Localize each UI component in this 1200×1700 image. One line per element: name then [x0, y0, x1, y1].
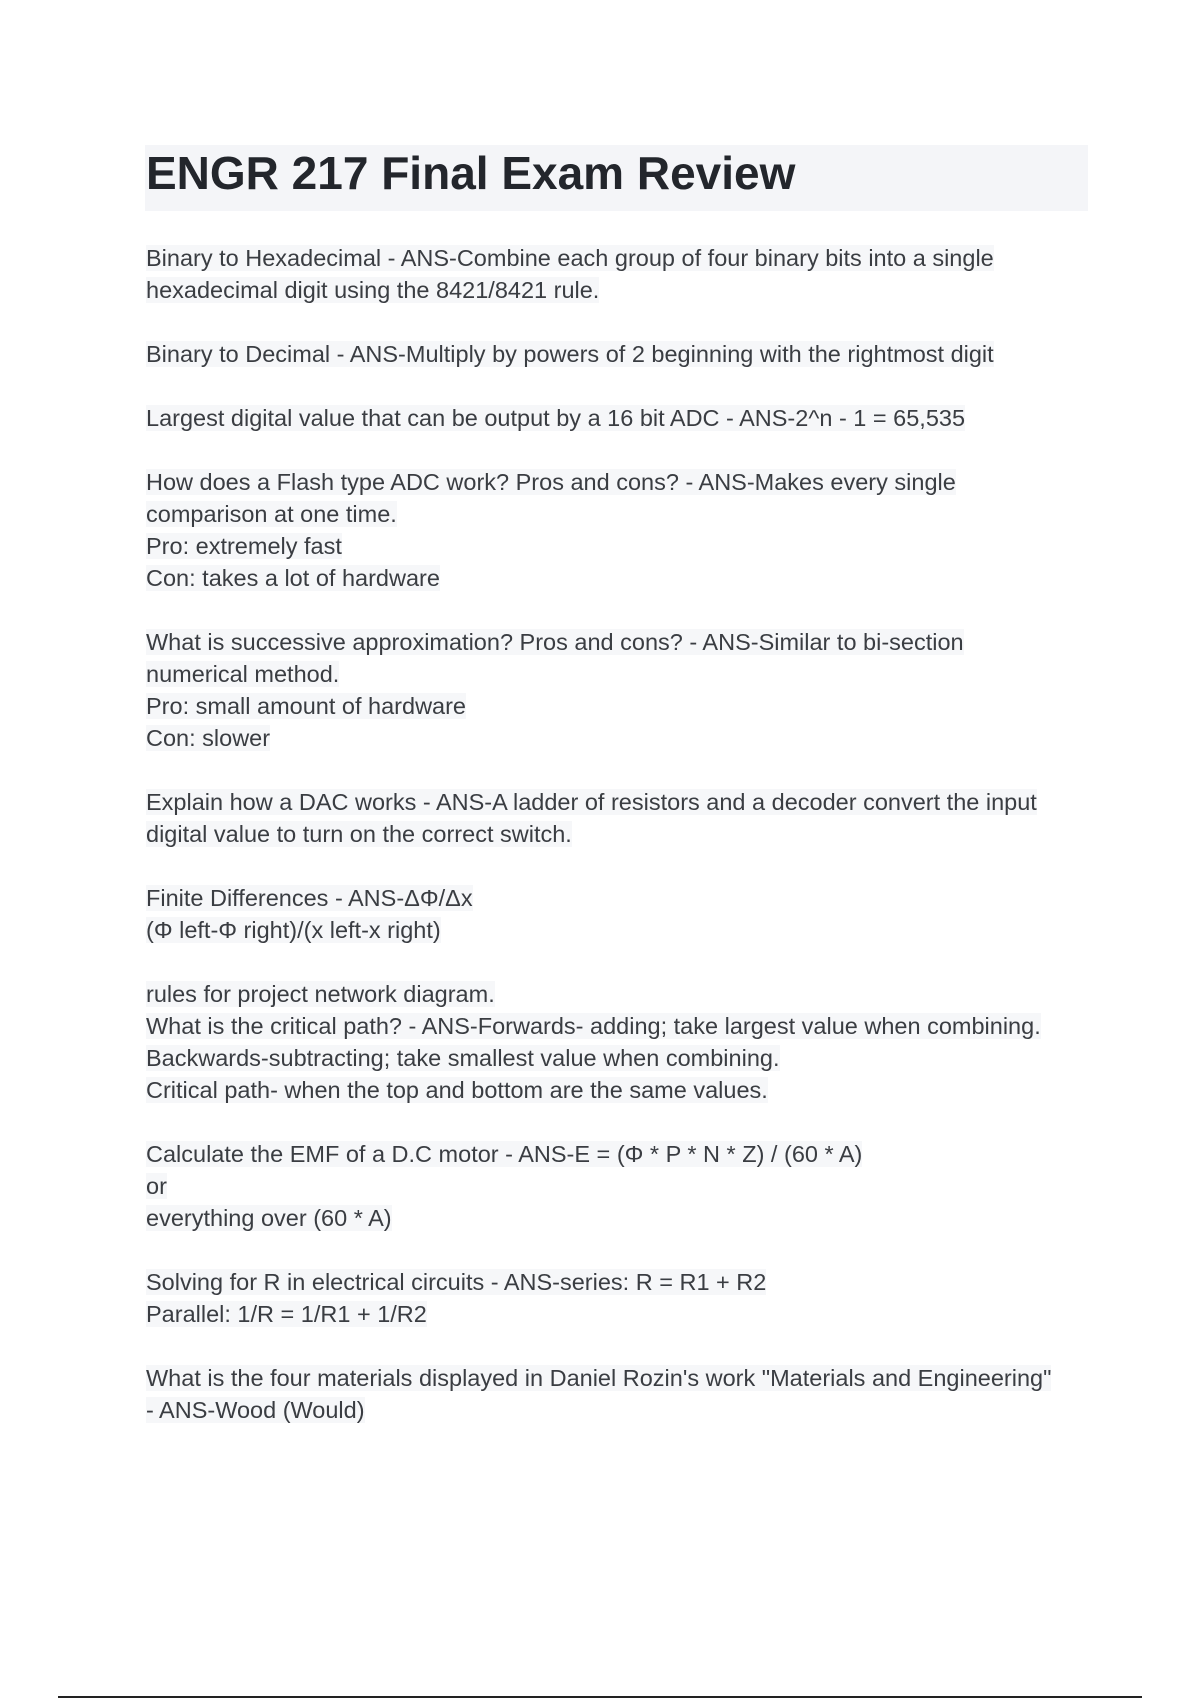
- qa-line: [146, 402, 1091, 434]
- qa-line: [146, 274, 1091, 306]
- qa-line-text: Backwards-subtracting; take smallest value when combining.: [146, 1045, 780, 1071]
- qa-line-text: What is successive approximation? Pros and cons? - ANS-Similar to bi-section: [146, 629, 964, 655]
- qa-line: [146, 690, 1091, 722]
- qa-line: [146, 626, 1091, 658]
- qa-entry: [146, 402, 1091, 434]
- qa-entry: [146, 242, 1091, 306]
- qa-line-text: Explain how a DAC works - ANS-A ladder of resistors and a decoder convert the input: [146, 789, 1037, 815]
- qa-line-text: Parallel: 1/R = 1/R1 + 1/R2: [146, 1301, 427, 1327]
- qa-line-text: or: [146, 1173, 167, 1199]
- qa-line-text: numerical method.: [146, 661, 340, 687]
- qa-line: [146, 1170, 1091, 1202]
- qa-line-text: (Φ left-Φ right)/(x left-x right): [146, 917, 441, 943]
- qa-line: [146, 466, 1091, 498]
- qa-line-text: Largest digital value that can be output by a 16 bit ADC - ANS-2^n - 1 = 65,535: [146, 405, 966, 431]
- page-title: ENGR 217 Final Exam Review: [146, 147, 796, 199]
- qa-line: [146, 1138, 1091, 1170]
- qa-line: [146, 530, 1091, 562]
- qa-entry: [146, 882, 1091, 946]
- qa-line-text: Pro: extremely fast: [146, 533, 342, 559]
- qa-line-text: Binary to Decimal - ANS-Multiply by powers of 2 beginning with the rightmost digit: [146, 341, 994, 367]
- qa-line-text: Con: slower: [146, 725, 271, 751]
- qa-line: [146, 658, 1091, 690]
- qa-line: [146, 1394, 1091, 1426]
- qa-line: [146, 818, 1091, 850]
- qa-line: [146, 722, 1091, 754]
- qa-line: [146, 882, 1091, 914]
- qa-line-text: comparison at one time.: [146, 501, 397, 527]
- qa-line: [146, 1298, 1091, 1330]
- qa-line-text: Binary to Hexadecimal - ANS-Combine each group of four binary bits into a single: [146, 245, 994, 271]
- qa-line: [146, 1074, 1091, 1106]
- qa-line: [146, 978, 1091, 1010]
- qa-line-text: - ANS-Wood (Would): [146, 1397, 365, 1423]
- qa-line-text: Solving for R in electrical circuits - ANS-series: R = R1 + R2: [146, 1269, 767, 1295]
- qa-line-text: rules for project network diagram.: [146, 981, 495, 1007]
- qa-entry: [146, 1138, 1091, 1234]
- qa-line-text: hexadecimal digit using the 8421/8421 rule.: [146, 277, 600, 303]
- qa-entry: [146, 626, 1091, 754]
- qa-line-text: How does a Flash type ADC work? Pros and cons? - ANS-Makes every single: [146, 469, 956, 495]
- qa-line: [146, 1362, 1091, 1394]
- qa-entry: [146, 466, 1091, 594]
- qa-line: [146, 1202, 1091, 1234]
- qa-line: [146, 1042, 1091, 1074]
- qa-line-text: Finite Differences - ANS-ΔΦ/Δx: [146, 885, 473, 911]
- qa-line: [146, 338, 1091, 370]
- qa-line-text: Critical path- when the top and bottom are the same values.: [146, 1077, 768, 1103]
- qa-entry: [146, 338, 1091, 370]
- qa-entry: [146, 1362, 1091, 1426]
- qa-line: [146, 786, 1091, 818]
- qa-line-text: everything over (60 * A): [146, 1205, 392, 1231]
- qa-line: [146, 242, 1091, 274]
- qa-line: [146, 498, 1091, 530]
- qa-line-text: Con: takes a lot of hardware: [146, 565, 440, 591]
- qa-line: [146, 1010, 1091, 1042]
- qa-line-text: What is the critical path? - ANS-Forwards- adding; take largest value when combining.: [146, 1013, 1041, 1039]
- qa-line: [146, 1266, 1091, 1298]
- footer-divider: [58, 1696, 1142, 1698]
- qa-entry: [146, 978, 1091, 1106]
- qa-line: [146, 914, 1091, 946]
- qa-list: [146, 242, 1091, 1458]
- qa-line-text: What is the four materials displayed in Daniel Rozin's work "Materials and Engineering": [146, 1365, 1052, 1391]
- qa-line-text: Calculate the EMF of a D.C motor - ANS-E = (Φ * P * N * Z) / (60 * A): [146, 1141, 863, 1167]
- qa-entry: [146, 1266, 1091, 1330]
- qa-entry: [146, 786, 1091, 850]
- qa-line-text: Pro: small amount of hardware: [146, 693, 467, 719]
- qa-line: [146, 562, 1091, 594]
- qa-line-text: digital value to turn on the correct switch.: [146, 821, 572, 847]
